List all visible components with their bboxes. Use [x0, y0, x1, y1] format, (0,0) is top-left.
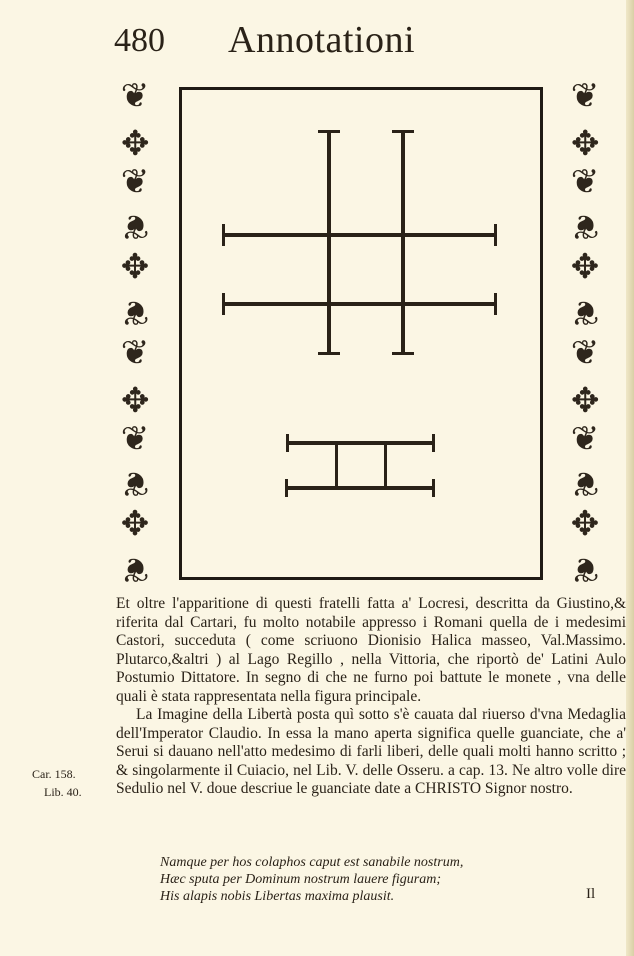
ornament-icon: ❦	[120, 293, 150, 331]
ornament-icon: ✥	[120, 506, 150, 544]
ornament-icon: ✥	[570, 506, 600, 544]
small-bar-top	[287, 441, 435, 445]
ornamental-border-left	[113, 80, 157, 585]
ornament-icon: ❦	[120, 464, 150, 502]
page-edge	[626, 0, 634, 956]
verse-line: His alapis nobis Libertas maxima plausit.	[160, 889, 395, 904]
ornament-icon: ❦	[570, 293, 600, 331]
cap	[494, 224, 497, 246]
verse-line: Hæc sputa per Dominum nostrum lauere figuram;	[160, 872, 442, 887]
cap	[392, 130, 414, 133]
ornament-icon: ❦	[120, 334, 150, 372]
cap	[392, 352, 414, 355]
running-title: Annotationi	[228, 19, 416, 61]
ornament-icon: ❦	[120, 549, 150, 587]
paragraph: Et oltre l'apparitione di questi fratelli fatta a' Locresi, descritta da Giustino,& riferita dal Cartari, fu molto notabile appresso i Romani quella de i medesimi Castori, succeduta ( come scriuono Dionisio Halica masseo, Val.Massimo. Plutarco,&altri ) al Lago Regillo , nella Vittoria, che riportò de' Latini Aulo Postumio Dittatore. In segno di che ne furno poi battute le monete , vna delle quali è stata rappresentata nella figura principale.	[116, 595, 626, 705]
margin-note: Lib. 40.	[44, 785, 82, 799]
cap	[222, 293, 225, 315]
figure-frame	[179, 87, 543, 580]
cap	[432, 434, 435, 452]
small-vertical	[384, 441, 387, 488]
cap	[222, 224, 225, 246]
ornament-icon: ✥	[570, 378, 600, 416]
cap	[432, 479, 435, 497]
ornament-icon: ❦	[570, 163, 600, 201]
paragraph: La Imagine della Libertà posta quì sotto s'è cauata dal riuerso d'vna Medaglia dell'Imperator Claudio. In essa la mano aperta significa quelle guanciate, che a' Serui si dauano nell'atto medesimo di farli liberi, delle quali molti hanno scritto ; & singolarmente il Cuiacio, nel Lib. V. delle Osseru. a cap. 13. Ne altro volle dire Sedulio nel V. doue descriue le guanciate date a CHRISTO Signor nostro.	[116, 706, 626, 797]
cross-horizontal-bottom	[222, 302, 497, 306]
ornament-icon: ❦	[120, 420, 150, 458]
catchword: Il	[586, 886, 596, 902]
ornament-icon: ✥	[120, 249, 150, 287]
ornamental-border-right	[563, 80, 607, 585]
ornament-icon: ✥	[570, 121, 600, 159]
cap	[494, 293, 497, 315]
cross-vertical-left	[327, 130, 331, 355]
page-number: 480	[114, 22, 165, 59]
body-text	[116, 595, 626, 799]
ornament-icon: ❦	[570, 549, 600, 587]
ornament-icon: ❦	[120, 78, 150, 115]
small-bar-bottom	[286, 486, 435, 490]
ornament-icon: ✥	[120, 121, 150, 159]
ornament-icon: ❦	[120, 163, 150, 201]
cross-horizontal-top	[222, 233, 497, 237]
ornament-icon: ❦	[570, 334, 600, 372]
ornament-icon: ✥	[120, 378, 150, 416]
cap	[318, 352, 340, 355]
cap	[286, 434, 289, 452]
small-vertical	[335, 441, 338, 488]
ornament-icon: ❦	[570, 78, 600, 115]
ornament-icon: ❦	[120, 207, 150, 245]
verse-line: Namque per hos colaphos caput est sanabile nostrum,	[160, 855, 464, 870]
cap	[285, 479, 288, 497]
ornament-icon: ✥	[570, 249, 600, 287]
cross-vertical-right	[401, 130, 405, 355]
cap	[318, 130, 340, 133]
ornament-icon: ❦	[570, 207, 600, 245]
ornament-icon: ❦	[570, 420, 600, 458]
ornament-icon: ❦	[570, 464, 600, 502]
margin-note: Car. 158.	[32, 767, 76, 781]
